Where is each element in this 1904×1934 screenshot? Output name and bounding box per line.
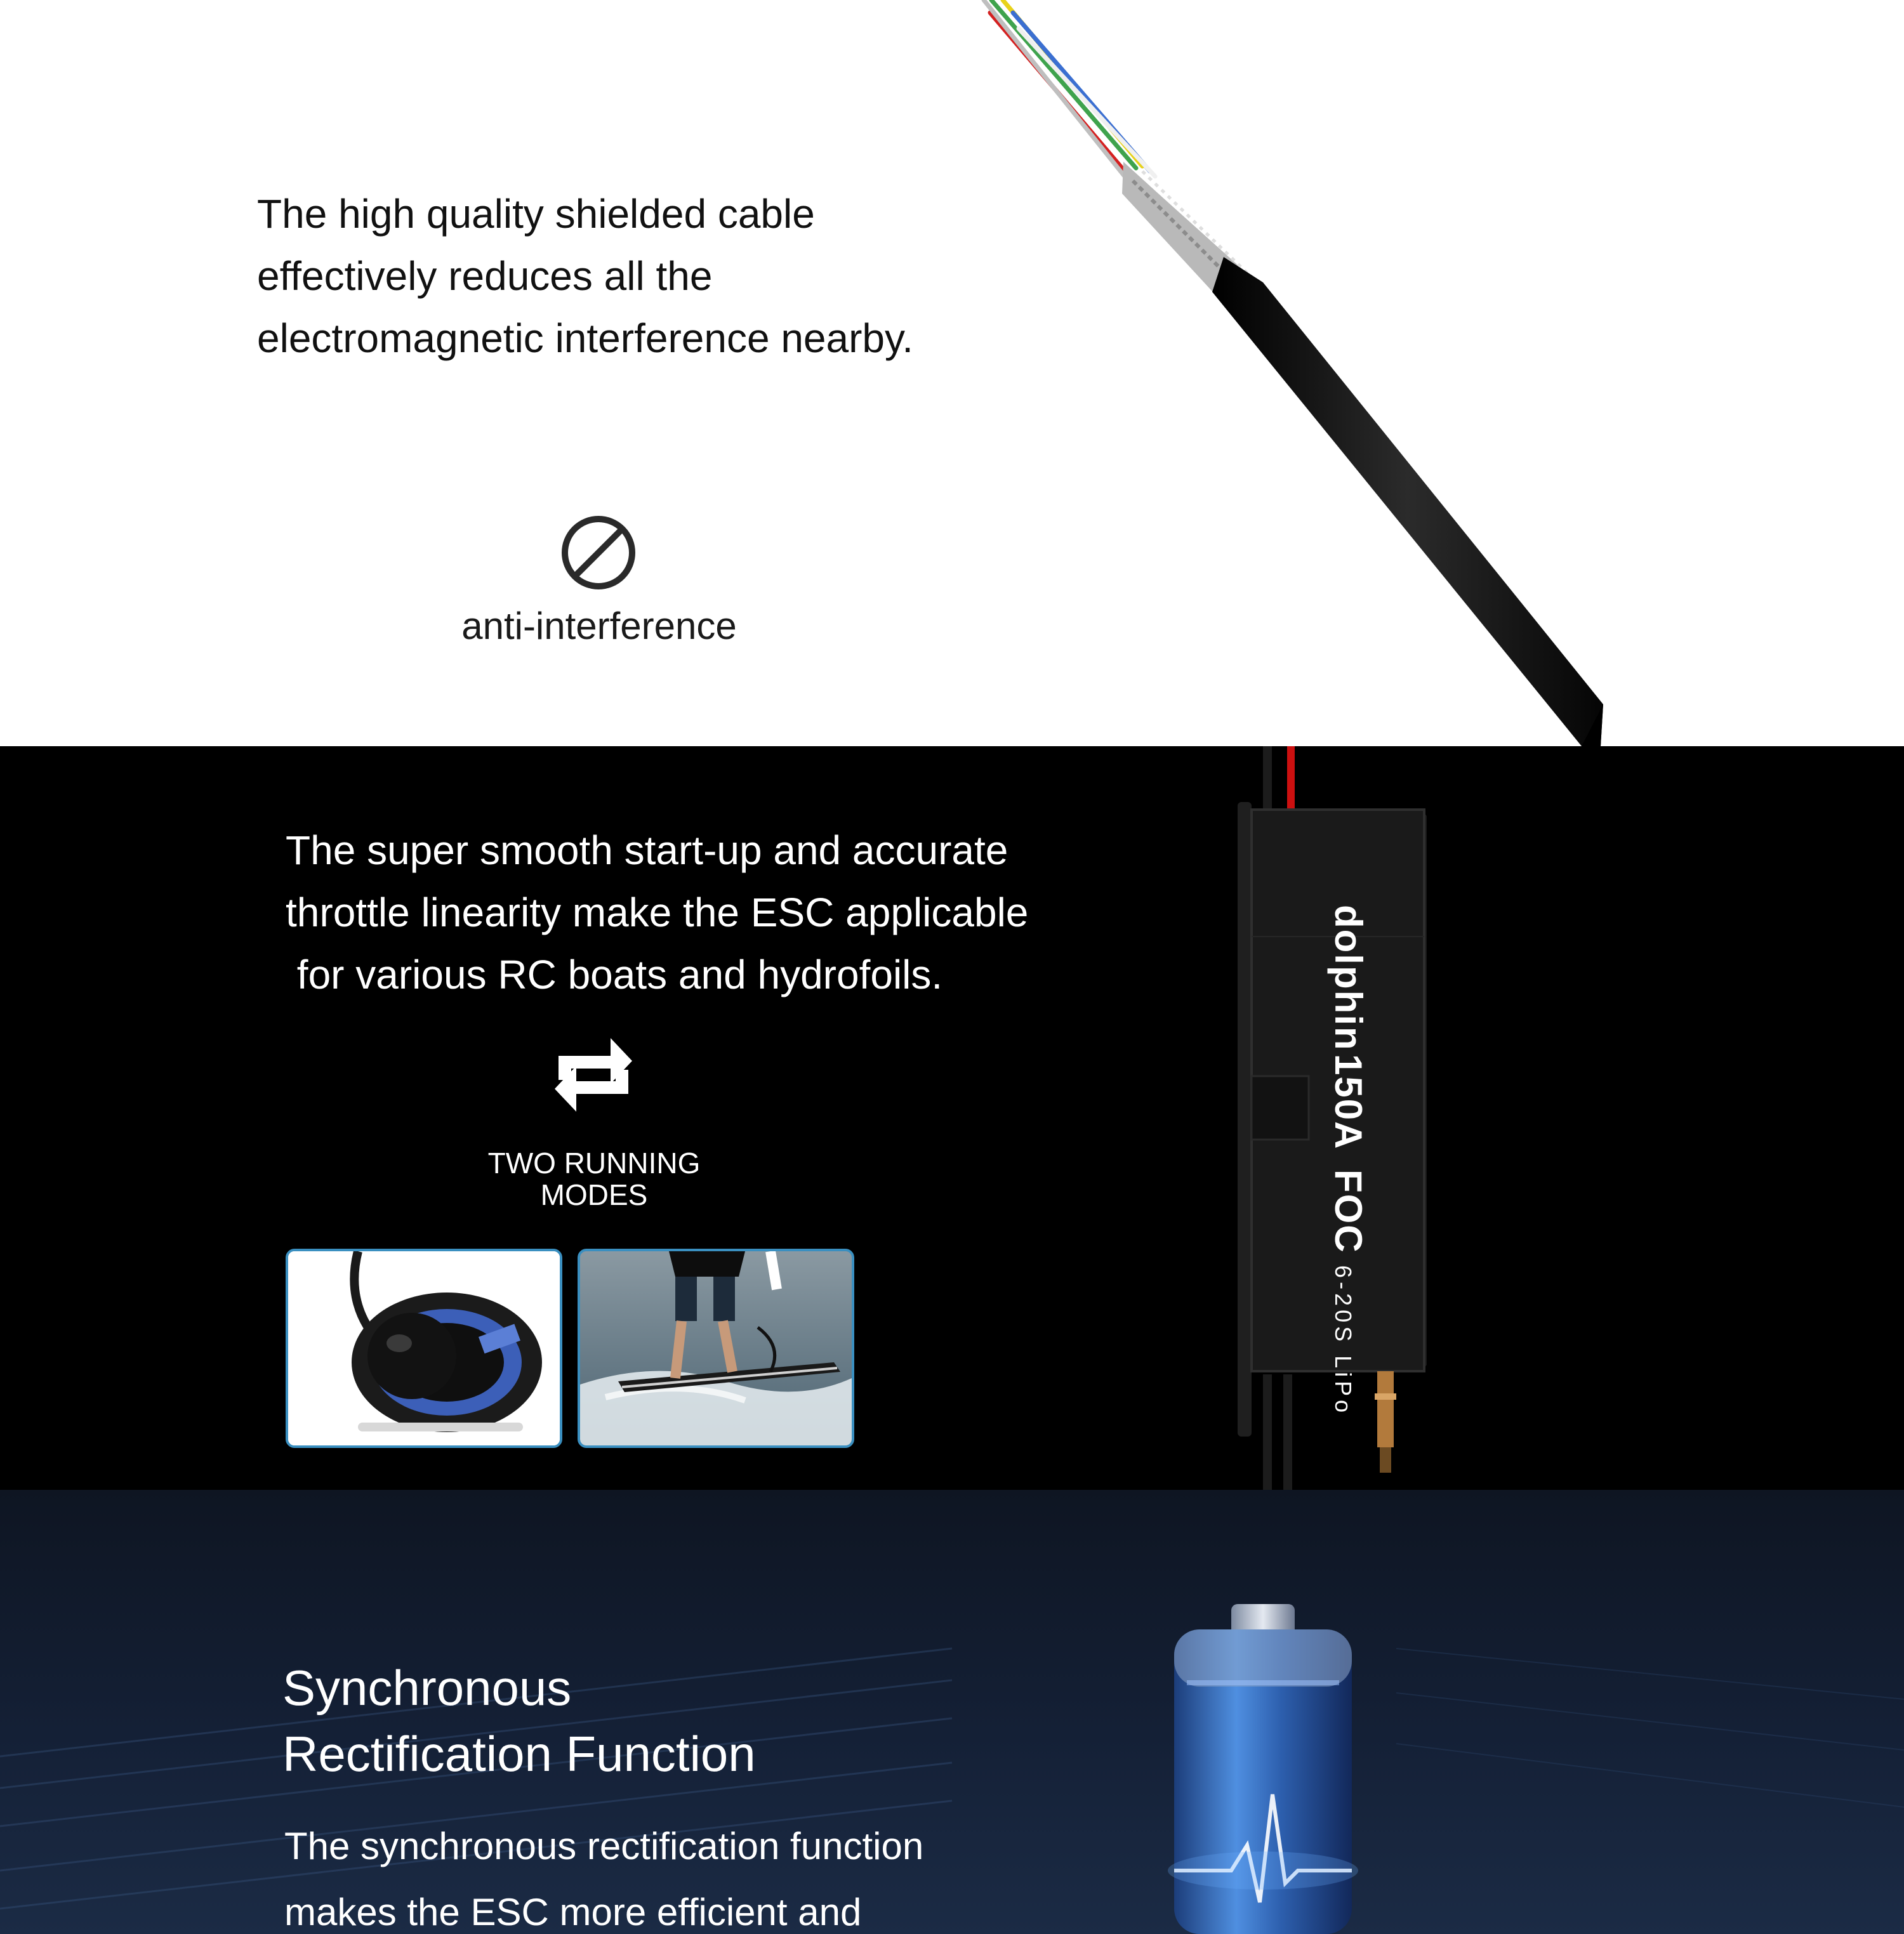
cable-description-line: effectively reduces all the [257,253,713,299]
prohibited-circle-icon [560,514,637,591]
esc-model: 150A [1327,1054,1370,1150]
shielded-cable-section [0,0,1904,746]
battery-image [1161,1604,1365,1934]
mode-label-line: TWO RUNNING [487,1147,701,1180]
esc-description [286,819,1111,1006]
esc-description-line: The super smooth start-up and accurate [286,827,1008,873]
rectification-description-line: The synchronous rectification function [284,1825,924,1867]
hydrofoil-thumbnail [578,1249,854,1448]
rectification-title-line: Rectification Function [282,1726,756,1782]
cable-description-line: The high quality shielded cable [257,191,815,237]
rectification-description-line: makes the ESC more efficient and [284,1891,862,1933]
swap-arrows-icon [552,1030,635,1119]
synchronous-rectification-section [0,1490,1904,1934]
hydrofoil-image [580,1251,852,1445]
rectification-title-line: Synchronous [282,1660,572,1716]
underwater-thruster-thumbnail [286,1249,562,1448]
esc-description-line: for various RC boats and hydrofoils. [286,952,943,997]
esc-brand-name: dolphin [1327,905,1370,1051]
esc-description-line: throttle linearity make the ESC applicable [286,890,1029,935]
rectification-description [284,1813,1109,1934]
anti-interference-label: anti-interference [461,605,737,647]
mode-label-line: MODES [540,1178,648,1211]
cable-description [257,183,987,369]
esc-spec: 6-20S LiPo [1330,1265,1356,1417]
two-running-modes-label [444,1147,744,1211]
esc-modes-section [0,746,1904,1490]
esc-mode: FOC [1327,1169,1370,1254]
cable-description-line: electromagnetic interference nearby. [257,315,914,361]
esc-product-label [1326,905,1370,1416]
thruster-image [288,1251,560,1445]
rectification-title [282,1655,1107,1787]
shielded-cable-image [952,0,1650,746]
